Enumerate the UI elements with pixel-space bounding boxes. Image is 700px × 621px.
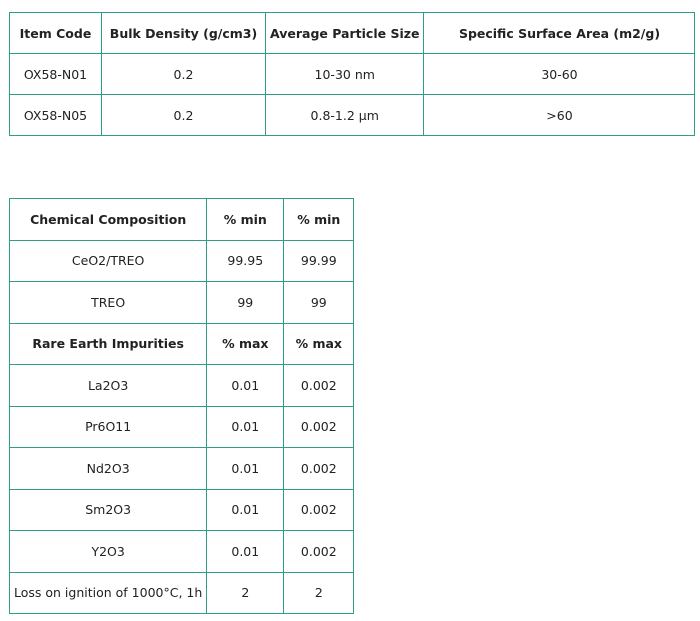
table-row bbox=[10, 406, 354, 448]
comp-cell-name: Sm2O3 bbox=[10, 489, 207, 531]
comp-cell-value-2: 0.002 bbox=[284, 531, 354, 573]
spec-header-bulk-density: Bulk Density (g/cm3) bbox=[102, 13, 266, 54]
comp-cell-value-2: 99.99 bbox=[284, 240, 354, 282]
comp-cell-value-2: 99 bbox=[284, 282, 354, 324]
comp-cell-name: CeO2/TREO bbox=[10, 240, 207, 282]
table-row bbox=[10, 448, 354, 490]
comp-cell-value-2: 0.002 bbox=[284, 489, 354, 531]
comp-cell-name: Pr6O11 bbox=[10, 406, 207, 448]
comp-cell-name: Y2O3 bbox=[10, 531, 207, 573]
spec-header-row bbox=[10, 13, 695, 54]
comp-header-min-1: % min bbox=[207, 199, 284, 241]
spec-cell-bulk-density: 0.2 bbox=[102, 54, 266, 95]
spec-cell-particle-size: 0.8-1.2 μm bbox=[266, 95, 424, 136]
comp-cell-value-1: 0.01 bbox=[207, 365, 284, 407]
comp-header-min-2: % min bbox=[284, 199, 354, 241]
comp-subheader-row bbox=[10, 323, 354, 365]
spec-header-surface-area: Specific Surface Area (m2/g) bbox=[424, 13, 695, 54]
comp-subheader-max-1: % max bbox=[207, 323, 284, 365]
comp-cell-value-1: 99 bbox=[207, 282, 284, 324]
table-row bbox=[10, 365, 354, 407]
comp-cell-value-2: 0.002 bbox=[284, 406, 354, 448]
comp-cell-value-2: 0.002 bbox=[284, 448, 354, 490]
chemical-composition-table bbox=[9, 198, 354, 614]
comp-cell-value-1: 0.01 bbox=[207, 448, 284, 490]
spec-cell-surface-area: >60 bbox=[424, 95, 695, 136]
table-row bbox=[10, 531, 354, 573]
spec-cell-item-code: OX58-N05 bbox=[10, 95, 102, 136]
spec-cell-bulk-density: 0.2 bbox=[102, 95, 266, 136]
comp-cell-value-1: 2 bbox=[207, 572, 284, 614]
comp-cell-name: La2O3 bbox=[10, 365, 207, 407]
comp-cell-name: Loss on ignition of 1000°C, 1h bbox=[10, 572, 207, 614]
spec-cell-surface-area: 30-60 bbox=[424, 54, 695, 95]
comp-cell-value-1: 0.01 bbox=[207, 489, 284, 531]
comp-subheader-max-2: % max bbox=[284, 323, 354, 365]
comp-cell-value-1: 0.01 bbox=[207, 406, 284, 448]
spec-cell-particle-size: 10-30 nm bbox=[266, 54, 424, 95]
comp-header-chemical-composition: Chemical Composition bbox=[10, 199, 207, 241]
comp-cell-name: Nd2O3 bbox=[10, 448, 207, 490]
comp-cell-value-1: 0.01 bbox=[207, 531, 284, 573]
comp-cell-value-1: 99.95 bbox=[207, 240, 284, 282]
spec-cell-item-code: OX58-N01 bbox=[10, 54, 102, 95]
table-row bbox=[10, 240, 354, 282]
table-row bbox=[10, 572, 354, 614]
comp-cell-value-2: 2 bbox=[284, 572, 354, 614]
comp-header-row bbox=[10, 199, 354, 241]
spec-header-particle-size: Average Particle Size bbox=[266, 13, 424, 54]
table-row bbox=[10, 282, 354, 324]
spec-header-item-code: Item Code bbox=[10, 13, 102, 54]
table-row bbox=[10, 95, 695, 136]
product-spec-table bbox=[9, 12, 695, 136]
comp-cell-name: TREO bbox=[10, 282, 207, 324]
table-row bbox=[10, 489, 354, 531]
table-row bbox=[10, 54, 695, 95]
comp-subheader-rare-earth-impurities: Rare Earth Impurities bbox=[10, 323, 207, 365]
comp-cell-value-2: 0.002 bbox=[284, 365, 354, 407]
